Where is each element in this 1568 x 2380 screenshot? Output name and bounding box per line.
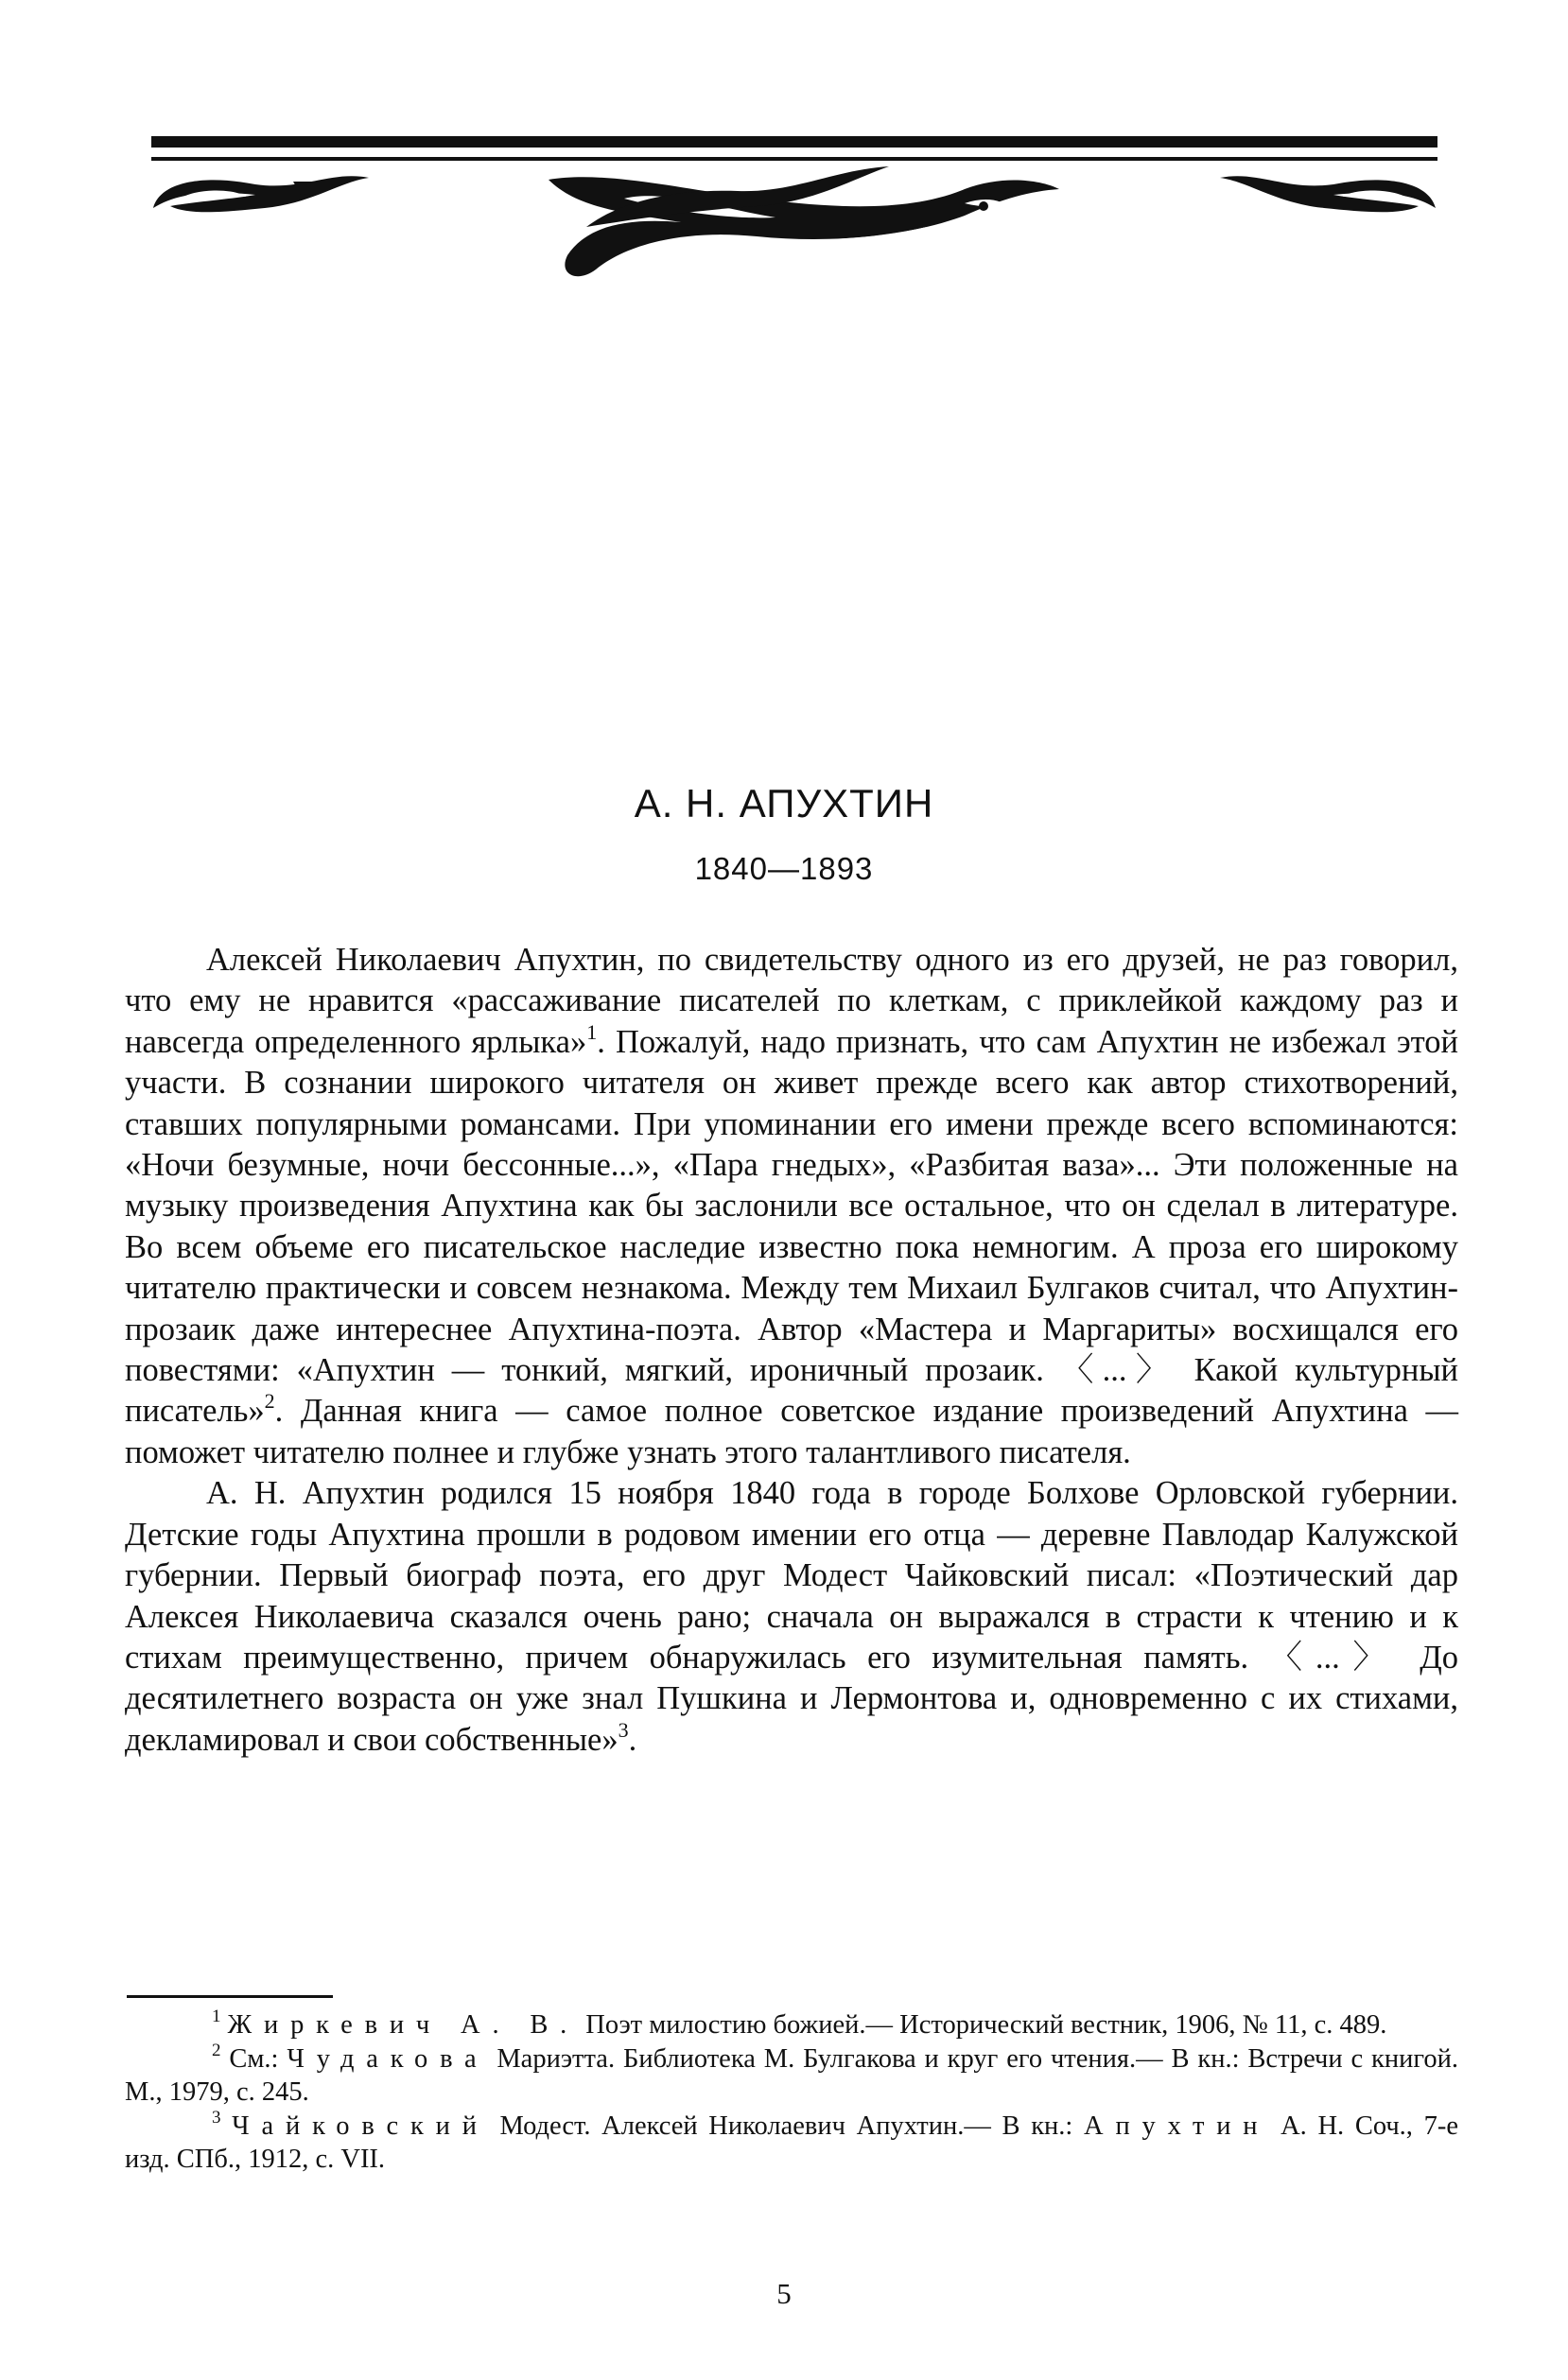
footnote-ref: 2 xyxy=(264,1389,275,1414)
footnote: $^2$ См.: Чудакова Мариэтта. Библиотека М. Булгакова и круг его чтения.— В кн.: Встречи с книгой. М., 1979, с. 245. xyxy=(125,2040,1458,2107)
header-ornament xyxy=(151,132,1437,303)
footnote-ref: 3 xyxy=(618,1717,629,1742)
paragraph: Алексей Николаевич Апухтин, по свидетельству одного из его друзей, не раз говорил, что ему не нравится «рассаживание писателей по клеткам, с приклейкой каждому раз и навсегда определенного ярлыка»$^1$. Пожалуй, надо признать, что сам Апухтин не избежал этой участи. В сознании широкого читателя он живет прежде всего как автор стихотворений, ставших популярными романсами. При упоминании его имени прежде всего вспоминаются: «Ночи безумные, ночи бессонные...», «Пара гнедых», «Разбитая ваза»... Эти положенные на музыку произведения Апухтина как бы заслонили все остальное, что он сделал в литературе. Во всем объеме его писательское наследие известно пока немногим. А проза его широкому читателю практически и совсем незнакома. Между тем Михаил Булгаков считал, что Апухтин-прозаик даже интереснее Апухтина-поэта. Автор «Мастера и Маргариты» восхищался его повестями: «Апухтин — тонкий, мягкий, ироничный прозаик. 〈...〉 Какой культурный писатель»$^2$. Данная книга — самое полное советское издание произведений Апухтина — поможет читателю полнее и глубже узнать этого талантливого писателя. xyxy=(125,942,1458,1470)
author-years: 1840—1893 xyxy=(694,851,874,886)
footnote-author: Чудакова xyxy=(287,2043,489,2074)
footnote: $^3$ Чайковский Модест. Алексей Николаевич Апухтин.— В кн.: Апухтин А. Н. Соч., 7-е изд. СПб., 1912, с. VII. xyxy=(125,2107,1458,2174)
article-body xyxy=(125,940,1458,1761)
footnote-author: Апухтин xyxy=(1084,2111,1270,2141)
footnotes xyxy=(125,2008,1458,2177)
footnote-ref: 1 xyxy=(586,1019,598,1044)
paragraph: А. Н. Апухтин родился 15 ноября 1840 года в городе Болхове Орловской губернии. Детские годы Апухтина прошли в родовом имении его отца — деревне Павлодар Калужской губернии. Первый биограф поэта, его друг Модест Чайковский писал: «Поэтический дар Алексея Николаевича сказался очень рано; сначала он выражался в страсти к чтению и к стихам преимущественно, причем обнаружилась его изумительная память. 〈...〉 До десятилетнего возраста он уже знал Пушкина и Лермонтова и, одновременно с их стихами, декламировал и свои собственные»$^3$. xyxy=(125,1475,1458,1758)
footnote-separator xyxy=(127,1995,333,1998)
page-number: 5 xyxy=(776,2277,792,2310)
footnote-author: Жиркевич А. В. xyxy=(227,2010,580,2040)
author-heading: А. Н. АПУХТИН xyxy=(634,781,934,825)
footnote: $^1$ Жиркевич А. В. Поэт милостию божией.— Исторический вестник, 1906, № 11, с. 489. xyxy=(212,2006,1387,2040)
footnote-author: Чайковский xyxy=(232,2111,489,2141)
